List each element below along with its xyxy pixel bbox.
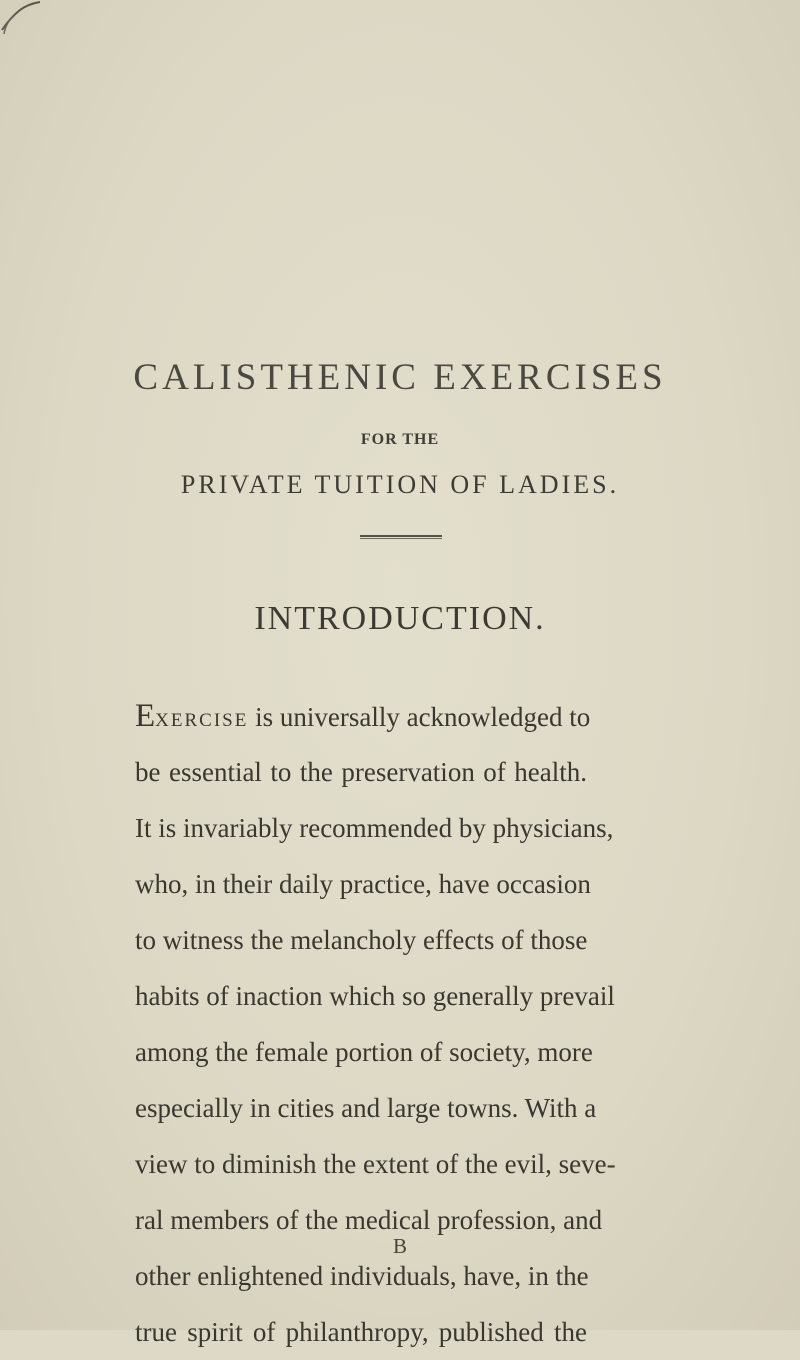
rule-thin <box>360 538 442 539</box>
paragraph-first-line <box>135 688 591 744</box>
drop-cap: E <box>135 698 156 734</box>
paragraph-line: to witness the melancholy effects of those <box>135 925 588 955</box>
page-subtitle: PRIVATE TUITION OF LADIES. <box>180 470 620 499</box>
paragraph-line: habits of inaction which so generally prevail <box>135 981 615 1011</box>
title-connector: FOR THE <box>360 431 440 448</box>
first-line-rest: is universally acknowledged to <box>248 702 591 732</box>
paragraph-line: other enlightened individuals, have, in the <box>135 1261 589 1291</box>
paragraph-line: It is invariably recommended by physicians, <box>135 813 614 843</box>
paragraph-line: view to diminish the extent of the evil, seve- <box>135 1149 616 1179</box>
signature-mark: B <box>392 1234 407 1258</box>
paragraph-line: ral members of the medical profession, and <box>135 1205 603 1235</box>
double-rule-divider <box>360 535 442 540</box>
paragraph-line: especially in cities and large towns. With a <box>135 1093 597 1123</box>
paragraph-line: who, in their daily practice, have occasion <box>135 869 591 899</box>
paragraph-line: be essential to the preservation of health. <box>135 757 587 787</box>
section-heading: INTRODUCTION. <box>254 600 546 637</box>
paragraph-line: true spirit of philanthropy, published the <box>135 1317 587 1347</box>
ink-mark-icon <box>0 0 44 36</box>
page-title: CALISTHENIC EXERCISES <box>133 357 667 398</box>
first-word-smallcaps: XERCISE <box>155 710 249 731</box>
introduction-paragraph <box>135 688 616 1360</box>
paragraph-line: among the female portion of society, more <box>135 1037 593 1067</box>
rule-thick <box>360 535 442 537</box>
